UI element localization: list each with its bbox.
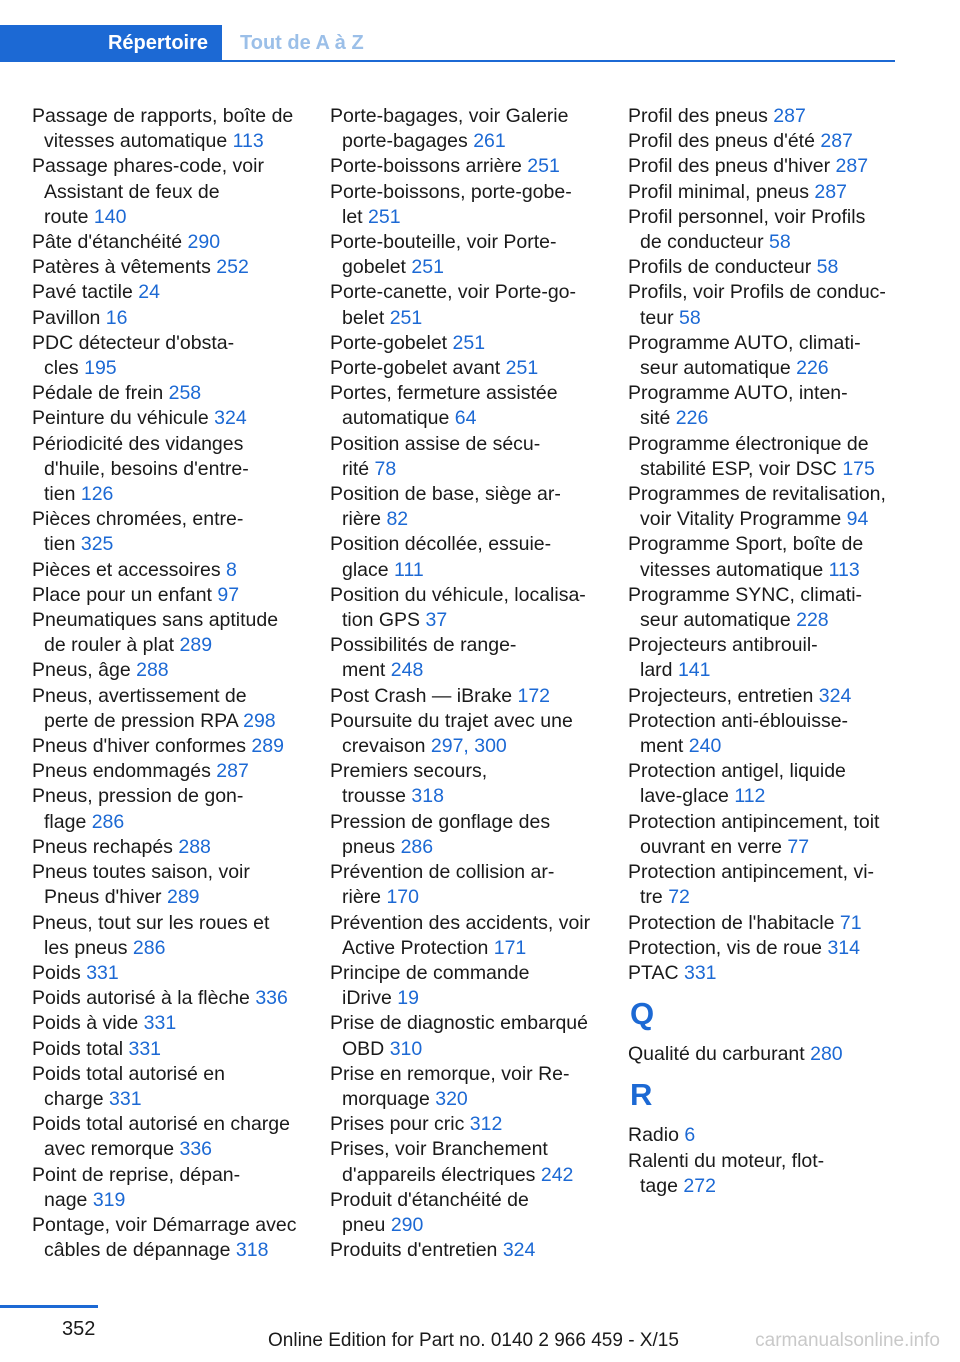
index-term: Poids total autorisé en charge avec remorque [32, 1113, 290, 1161]
index-term: Programme Sport, boîte de vitesses automatique [628, 533, 864, 581]
page-reference-link[interactable]: 287 [814, 180, 847, 203]
index-term: Programme électronique de stabilité ESP, voir DSC [628, 432, 869, 480]
page-reference-link[interactable]: 318 [411, 785, 444, 808]
page-reference-link[interactable]: 19 [397, 987, 419, 1010]
index-entry [32, 734, 307, 759]
index-entry [628, 684, 903, 709]
page-reference-link[interactable]: 240 [688, 735, 722, 758]
index-term: Ralenti du moteur, flot- tage [628, 1149, 825, 1197]
index-term: Pâte d'étanchéité [32, 231, 188, 254]
page-reference-link[interactable]: 226 [675, 407, 709, 430]
index-term: Pontage, voir Démarrage avec câbles de dépannage [32, 1213, 297, 1262]
index-entry [628, 709, 903, 759]
page-reference-link[interactable]: 289 [251, 735, 284, 758]
index-term: Protection, vis de roue [628, 936, 828, 959]
index-entry [330, 583, 605, 633]
index-entry [330, 1188, 605, 1238]
page-reference-link[interactable]: 310 [389, 1037, 423, 1060]
index-entry [628, 482, 903, 532]
index-term: Porte-gobelet [330, 331, 453, 354]
index-entry [628, 936, 903, 961]
page-reference-link[interactable]: 286 [132, 936, 166, 959]
index-entry [628, 532, 903, 582]
index-entry [32, 255, 307, 280]
index-term: Prévention des accidents, voir Active Protection [330, 911, 591, 959]
page-reference-link[interactable]: 251 [411, 256, 444, 279]
index-entry [32, 558, 307, 583]
page-reference-link[interactable]: 258 [168, 382, 202, 405]
index-term: PTAC [628, 961, 684, 984]
page-reference-link[interactable]: 195 [84, 357, 117, 380]
index-entry [330, 432, 605, 482]
page-reference-link[interactable]: 251 [389, 306, 423, 329]
index-entry [628, 1123, 903, 1148]
index-term: Pavé tactile [32, 281, 139, 304]
page-reference-link[interactable]: 324 [214, 407, 247, 430]
index-entry [32, 583, 307, 608]
page-reference-link[interactable]: 112 [734, 785, 766, 808]
index-entry [32, 1112, 307, 1162]
page-reference-link[interactable]: 324 [502, 1239, 536, 1262]
index-entry [628, 961, 903, 986]
index-entry [32, 986, 307, 1011]
index-entry [32, 381, 307, 406]
page-reference-link[interactable]: 312 [469, 1113, 503, 1136]
index-term: Possibilités de range- ment [330, 634, 517, 682]
page-reference-link[interactable]: 172 [517, 684, 551, 707]
page-reference-link[interactable]: 58 [679, 306, 701, 329]
page-reference-link[interactable]: 251 [452, 331, 486, 354]
index-term: Position du véhicule, localisa- tion GPS [330, 583, 586, 632]
index-entry [628, 810, 903, 860]
index-entry [32, 684, 307, 734]
index-term: Pneus, tout sur les roues et les pneus [32, 911, 270, 959]
index-entry [32, 961, 307, 986]
edition-note: Online Edition for Part no. 0140 2 966 459 - X/15 [268, 1330, 679, 1351]
page-reference-link[interactable]: 289 [179, 634, 213, 657]
index-term: Peinture du véhicule [32, 407, 215, 430]
page-reference-link[interactable]: 331 [109, 1087, 142, 1110]
page-reference-link[interactable]: 8 [226, 558, 237, 581]
index-entry [32, 507, 307, 557]
page-reference-link[interactable]: 287 [820, 130, 853, 153]
index-term: Profils, voir Profils de conduc- teur [628, 281, 886, 329]
index-entry [330, 1137, 605, 1187]
index-entry [330, 280, 605, 330]
index-entry [32, 406, 307, 431]
index-term: Pneus toutes saison, voir Pneus d'hiver [32, 861, 250, 909]
index-term: Poursuite du trajet avec une crevaison [330, 709, 573, 758]
index-term: Pression de gonflage des pneus [330, 810, 551, 858]
page-reference-link[interactable]: 287 [216, 760, 249, 783]
index-entry [628, 180, 903, 205]
index-entry [628, 583, 903, 633]
page-number: 352 [62, 1318, 96, 1340]
index-entry [628, 104, 903, 129]
page-reference-link[interactable]: 251 [368, 205, 401, 228]
page-reference-link[interactable]: 140 [93, 205, 127, 228]
index-term: Radio [628, 1124, 685, 1147]
page-reference-link[interactable]: 24 [138, 281, 160, 304]
index-term: Profil personnel, voir Profils de conducteur [628, 205, 866, 254]
index-term: Position de base, siège ar- rière [330, 483, 561, 531]
index-entry [32, 104, 307, 154]
section-letter: R [630, 1077, 653, 1113]
index-term: Portes, fermeture assistée automatique [330, 382, 558, 430]
index-entry [628, 205, 903, 255]
index-term: Prises, voir Branchement d'appareils électriques [330, 1138, 548, 1186]
page-reference-link[interactable]: 261 [473, 130, 506, 153]
index-term: Principe de commande iDrive [330, 961, 530, 1010]
page-reference-link[interactable]: 272 [683, 1174, 716, 1197]
index-entry [32, 911, 307, 961]
index-term: Programmes de revitalisation, voir Vitality Programme [628, 483, 886, 531]
page-reference-link[interactable]: 6 [684, 1124, 696, 1147]
page-reference-link[interactable]: 287 [835, 155, 869, 178]
index-term: PDC détecteur d'obsta- cles [32, 331, 235, 380]
index-entry [628, 331, 903, 381]
index-term: Porte-canette, voir Porte-go- belet [330, 281, 577, 329]
page-reference-link[interactable]: 141 [677, 659, 711, 682]
index-term: Porte-boissons, porte-gobe- let [330, 180, 572, 228]
page-reference-link[interactable]: 170 [386, 886, 419, 909]
page-reference-link[interactable]: 78 [374, 457, 397, 480]
page-reference-link[interactable]: 94 [846, 508, 869, 531]
index-term: Produits d'entretien [330, 1239, 503, 1262]
page-reference-link[interactable]: 287 [773, 105, 806, 127]
index-term: Prise en remorque, voir Re- morquage [330, 1062, 570, 1110]
index-term: Pneumatiques sans aptitude de rouler à plat [32, 609, 279, 657]
page-reference-link[interactable]: 111 [394, 558, 424, 581]
index-entry [32, 280, 307, 305]
index-term: Prise de diagnostic embarqué OBD [330, 1012, 588, 1060]
page-reference-link[interactable]: 64 [454, 407, 477, 430]
page-reference-link[interactable]: 72 [668, 886, 690, 909]
page-reference-link[interactable]: 288 [136, 659, 169, 682]
page-reference-link[interactable]: 286 [91, 810, 125, 833]
page-reference-link[interactable]: 97 [217, 583, 240, 606]
index-term: Poids autorisé à la flèche [32, 987, 256, 1010]
index-entry [628, 911, 903, 936]
header-rule [0, 60, 895, 62]
index-entry [628, 154, 903, 179]
index-term: Porte-bouteille, voir Porte- gobelet [330, 231, 557, 279]
index-entry [330, 810, 605, 860]
page-reference-link[interactable]: 331 [143, 1012, 177, 1035]
index-term: Protection antigel, liquide lave-glace [628, 760, 846, 808]
index-term: Pneus rechapés [32, 835, 179, 858]
page-reference-link[interactable]: 37 [425, 609, 448, 632]
index-entry [628, 1042, 903, 1067]
page-reference-link[interactable]: 171 [493, 936, 527, 959]
page-reference-link[interactable]: 290 [390, 1213, 424, 1236]
index-column-2 [330, 104, 605, 1263]
index-entry [32, 1163, 307, 1213]
page-reference-link[interactable]: 113 [828, 558, 860, 581]
index-entry [628, 129, 903, 154]
index-term: Produit d'étanchéité de pneu [330, 1188, 529, 1236]
index-entry [330, 961, 605, 1011]
footer-rule [0, 1305, 98, 1308]
index-entry [330, 684, 605, 709]
page-reference-link[interactable]: 82 [386, 508, 409, 531]
index-term: Pavillon [32, 306, 106, 329]
page-reference-link[interactable]: 77 [787, 835, 810, 858]
index-entry [330, 331, 605, 356]
index-entry [32, 835, 307, 860]
index-entry [32, 759, 307, 784]
index-term: Pièces et accessoires [32, 558, 227, 581]
index-entry [628, 432, 903, 482]
page-reference-link[interactable]: 336 [255, 987, 288, 1010]
index-term: Programme AUTO, climati- seur automatique [628, 331, 861, 380]
page-reference-link[interactable]: 248 [390, 659, 424, 682]
index-term: Pièces chromées, entre- tien [32, 508, 244, 556]
index-term: Profil des pneus d'été [628, 130, 821, 153]
index-entry [330, 1062, 605, 1112]
page-reference-link[interactable]: 58 [769, 231, 791, 254]
index-term: Pneus endommagés [32, 760, 217, 783]
section-letter: Q [630, 996, 655, 1032]
index-term: Protection antipincement, vi- tre [628, 861, 875, 909]
index-entry [32, 658, 307, 683]
index-term: Point de reprise, dépan- nage [32, 1163, 241, 1211]
page-reference-link[interactable]: 331 [86, 961, 119, 984]
index-term: Porte-gobelet avant [330, 357, 506, 380]
index-entry [32, 1011, 307, 1036]
index-term: Protection anti-éblouisse- ment [628, 709, 849, 758]
index-term: Prévention de collision ar- rière [330, 861, 555, 909]
page-reference-link[interactable]: 325 [80, 533, 114, 556]
index-term: Projecteurs, entretien [628, 684, 819, 707]
page-reference-link[interactable]: 288 [178, 835, 211, 858]
page-reference-link[interactable]: 286 [400, 835, 434, 858]
index-term: Patères à vêtements [32, 256, 217, 279]
tab-repertoire[interactable]: Répertoire [0, 25, 222, 61]
index-entry [330, 1238, 605, 1263]
watermark: carmanualsonline.info [755, 1330, 940, 1351]
index-term: Projecteurs antibrouil- lard [628, 634, 818, 682]
index-entry [330, 104, 605, 154]
header-bar [0, 25, 895, 62]
index-entry [628, 1149, 903, 1199]
index-entry [330, 356, 605, 381]
index-column-1 [32, 104, 307, 1263]
index-term: Profil minimal, pneus [628, 180, 815, 203]
index-term: Pneus, pression de gon- flage [32, 785, 244, 833]
index-entry [330, 381, 605, 431]
page-reference-link[interactable]: 298 [243, 709, 276, 732]
page-reference-link[interactable]: 289 [166, 886, 200, 909]
index-entry [32, 154, 307, 230]
page-reference-link[interactable]: 290 [187, 231, 221, 254]
index-term: Place pour un enfant [32, 583, 218, 606]
index-term: Position assise de sécu- rité [330, 432, 541, 480]
index-term: Pédale de frein [32, 382, 169, 405]
index-term: Passage phares-code, voir Assistant de feux de route [32, 155, 264, 228]
page-reference-link[interactable]: 319 [92, 1188, 126, 1211]
index-term: Poids à vide [32, 1012, 144, 1035]
index-term: Programme AUTO, inten- sité [628, 382, 848, 430]
index-entry [330, 482, 605, 532]
index-term: Périodicité des vidanges d'huile, besoins d'entre- tien [32, 432, 249, 506]
index-entry [330, 154, 605, 179]
index-entry [330, 911, 605, 961]
index-entry [32, 860, 307, 910]
page-reference-link[interactable]: 314 [827, 936, 860, 959]
page-reference-link[interactable]: 71 [839, 911, 862, 934]
index-column-3 [628, 104, 903, 1199]
index-entry [32, 1062, 307, 1112]
index-entry [330, 180, 605, 230]
page-reference-link[interactable]: 126 [80, 483, 114, 506]
page-reference-link[interactable]: 297, 300 [430, 735, 507, 758]
page-reference-link[interactable]: 251 [505, 357, 539, 380]
index-term: Position décollée, essuie- glace [330, 533, 552, 581]
index-entry [330, 532, 605, 582]
page-reference-link[interactable]: 324 [818, 684, 852, 707]
index-entry [628, 280, 903, 330]
index-entry [32, 306, 307, 331]
index-term: Poids total autorisé en charge [32, 1062, 225, 1110]
index-entry [330, 860, 605, 910]
index-term: Passage de rapports, boîte de vitesses automatique [32, 105, 294, 153]
index-entry [32, 1037, 307, 1062]
index-term: Porte-boissons arrière [330, 155, 528, 178]
index-term: Profil des pneus d'hiver [628, 155, 836, 178]
index-entry [330, 1112, 605, 1137]
index-entry [32, 432, 307, 508]
index-entry [330, 709, 605, 759]
index-term: Premiers secours, trousse [330, 760, 488, 808]
index-entry [628, 860, 903, 910]
index-term: Qualité du carburant [628, 1043, 811, 1066]
page-reference-link[interactable]: 58 [816, 256, 839, 279]
index-term: Pneus d'hiver conformes [32, 735, 252, 758]
page-reference-link[interactable]: 16 [105, 306, 128, 329]
index-entry [32, 608, 307, 658]
index-entry [32, 784, 307, 834]
index-term: Poids [32, 961, 87, 984]
index-entry [32, 1213, 307, 1263]
page-reference-link[interactable]: 318 [235, 1239, 269, 1262]
index-term: Porte-bagages, voir Galerie porte-bagages [330, 105, 569, 153]
index-entry [330, 1011, 605, 1061]
index-term: Profil des pneus [628, 105, 774, 127]
index-entry [330, 759, 605, 809]
page-reference-link[interactable]: 320 [435, 1087, 468, 1110]
index-term: Pneus, avertissement de perte de pression RPA [32, 684, 247, 732]
page-reference-link[interactable]: 226 [796, 357, 829, 380]
page-reference-link[interactable]: 242 [540, 1163, 574, 1186]
page-reference-link[interactable]: 280 [810, 1043, 843, 1066]
index-entry [32, 331, 307, 381]
page-reference-link[interactable]: 252 [216, 256, 249, 279]
page-reference-link[interactable]: 331 [683, 961, 717, 984]
index-term: Pneus, âge [32, 659, 137, 682]
page-reference-link[interactable]: 113 [232, 130, 264, 153]
index-entry [628, 633, 903, 683]
index-entry [330, 633, 605, 683]
index-entry [32, 230, 307, 255]
page-reference-link[interactable]: 336 [179, 1138, 213, 1161]
index-entry [628, 381, 903, 431]
page-reference-link[interactable]: 175 [842, 457, 875, 480]
page-reference-link[interactable]: 228 [796, 609, 829, 632]
index-entry [330, 230, 605, 280]
index-entry [628, 759, 903, 809]
index-entry [628, 255, 903, 280]
page-reference-link[interactable]: 331 [128, 1037, 162, 1060]
tab-a-to-z[interactable]: Tout de A à Z [240, 31, 364, 54]
index-term: Prises pour cric [330, 1113, 470, 1136]
index-term: Post Crash — iBrake [330, 684, 518, 707]
index-term: Poids total [32, 1037, 129, 1060]
index-term: Profils de conducteur [628, 256, 817, 279]
index-term: Programme SYNC, climati- seur automatique [628, 583, 863, 632]
index-term: Protection antipincement, toit ouvrant en verre [628, 810, 880, 858]
page-reference-link[interactable]: 251 [527, 155, 560, 178]
index-term: Protection de l'habitacle [628, 911, 840, 934]
